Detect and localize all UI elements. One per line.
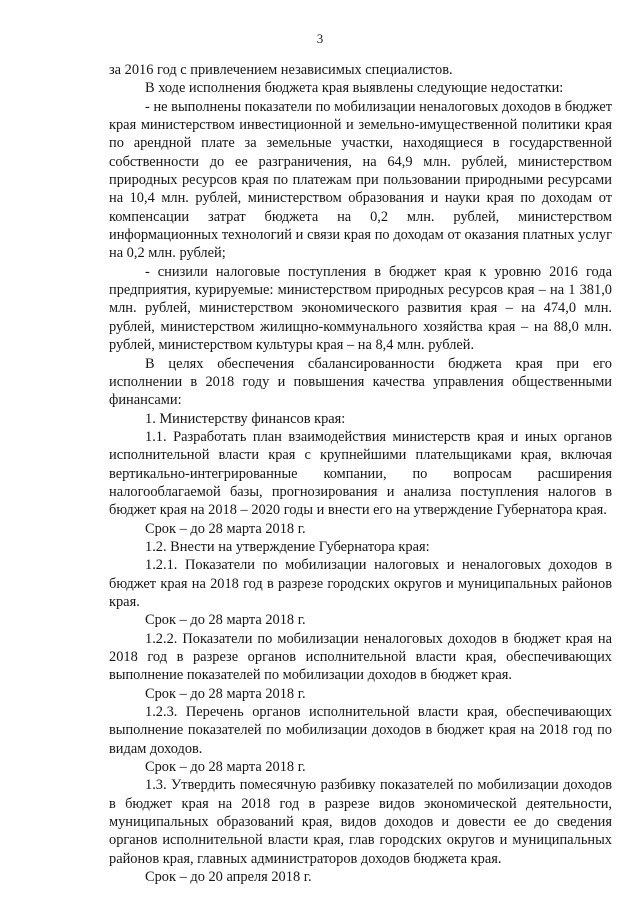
deadline-item-1-2-3: Срок – до 28 марта 2018 г.	[145, 759, 306, 776]
item-1-heading: 1. Министерству финансов края:	[145, 410, 346, 427]
item-1-1: 1.1. Разработать план взаимодействия министерств края и иных органов исполнительной власти края с крупнейшими плательщиками края, включая вертикально-интегрированные компании, по вопросам расширения налогооблагаемой базы, прогнозирования и анализа поступления налогов в бюджет края на 2018 – 2020 годы и внести его на утверждение Губернатора края.	[109, 428, 612, 519]
deadline-item-1-2-1: Срок – до 28 марта 2018 г.	[145, 612, 306, 629]
paragraph-shortcomings-intro: В ходе исполнения бюджета края выявлены следующие недостатки:	[145, 80, 564, 97]
item-1-2-3: 1.2.3. Перечень органов исполнительной власти края, обеспечивающих выполнение показателей по мобилизации доходов в бюджет края на 2018 год по видам доходов.	[109, 704, 612, 757]
paragraph-budget-balance-goal: В целях обеспечения сбалансированности бюджета края при его исполнении в 2018 году и повышения качества управления общественными финансами:	[109, 355, 612, 409]
document-body	[109, 61, 612, 886]
item-1-2-1: 1.2.1. Показатели по мобилизации налоговых и неналоговых доходов в бюджет края на 2018 год в разрезе городских округов и муниципальных районов края.	[109, 557, 612, 610]
paragraph-tax-revenue-decline: - снизили налоговые поступления в бюджет края к уровню 2016 года предприятия, курируемые: министерством природных ресурсов края – на 1 381,0 млн. рублей, министерством экономического развития края – на 474,0 млн. рублей, министерством жилищно-коммунального хозяйства края – на 88,0 млн. рублей, министерством культуры края – на 8,4 млн. рублей.	[109, 263, 612, 354]
paragraph-nontax-revenue-list: - не выполнены показатели по мобилизации неналоговых доходов в бюджет края министерством инвестиционной и земельно-имущественной политики края по арендной плате за земельные участки, находящиеся в государственной собственности до ее разграничения, на 64,9 млн. рублей, министерством природных ресурсов края по платежам при пользовании природными ресурсами на 10,4 млн. рублей, министерством образования и науки края по доходам от компенсации затрат бюджета на 0,2 млн. рублей, министерством информационных технологий и связи края по доходам от оказания платных услуг на 0,2 млн. рублей;	[109, 98, 612, 262]
item-1-2-2: 1.2.2. Показатели по мобилизации неналоговых доходов в бюджет края на 2018 год в разрезе органов исполнительной власти края, обеспечивающих выполнение показателей по мобилизации доходов в бюджет края.	[109, 630, 612, 684]
page-number: 3	[316, 31, 324, 46]
paragraph-continuation: за 2016 год с привлечением независимых специалистов.	[109, 62, 453, 78]
deadline-item-1-2-2: Срок – до 28 марта 2018 г.	[145, 685, 306, 702]
deadline-item-1-1: Срок – до 28 марта 2018 г.	[145, 520, 306, 537]
item-1-2-heading: 1.2. Внести на утверждение Губернатора края:	[145, 538, 430, 555]
item-1-3: 1.3. Утвердить помесячную разбивку показателей по мобилизации доходов в бюджет края на 2018 год в разрезе видов экономической деятельности, муниципальных образований края, видов доходов и довести ее до сведения органов исполнительной власти края, глав городских округов и муниципальных районов края, главных администраторов доходов бюджета края.	[109, 777, 612, 867]
deadline-item-1-3: Срок – до 20 апреля 2018 г.	[145, 869, 312, 886]
